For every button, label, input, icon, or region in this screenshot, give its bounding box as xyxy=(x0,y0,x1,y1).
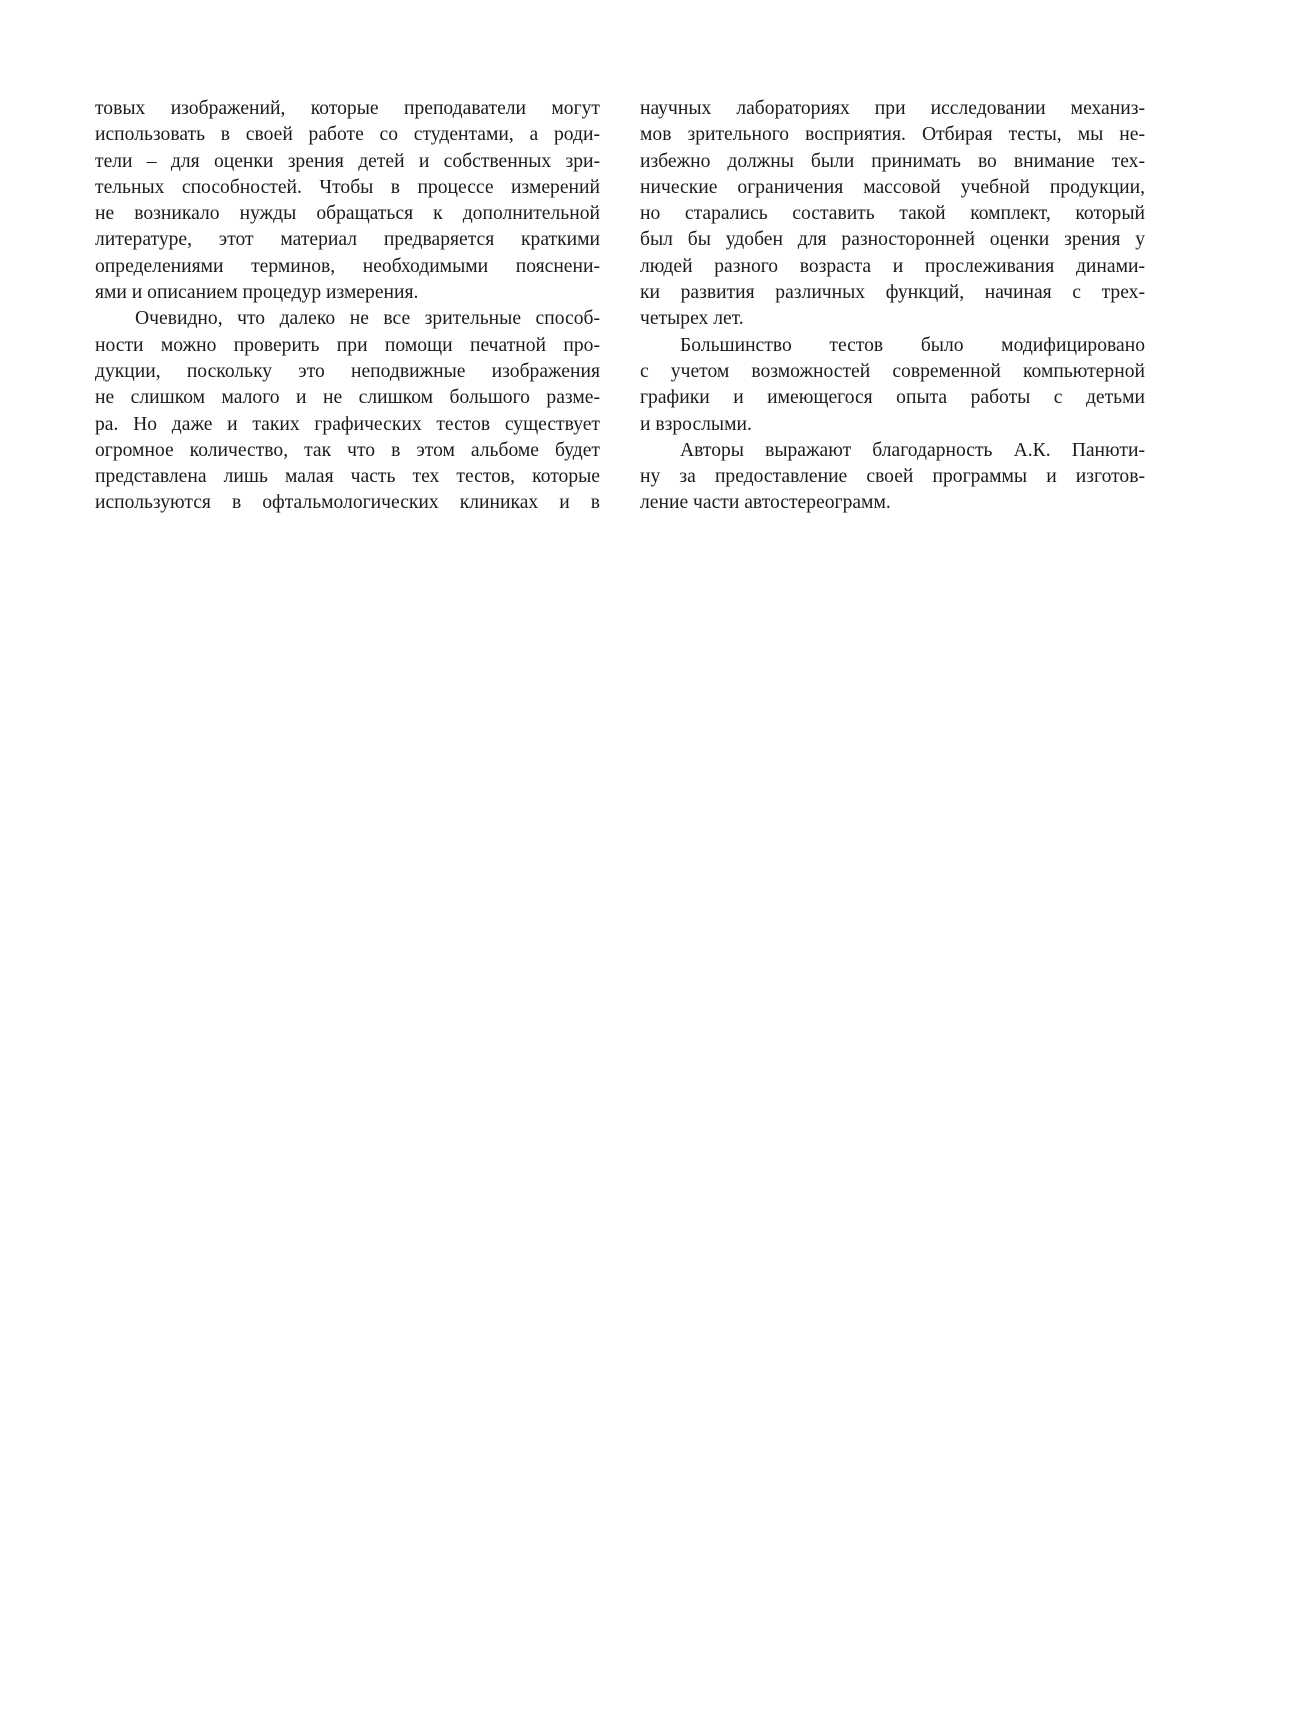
text-line: избежно должны были принимать во внимание тех- xyxy=(640,150,1145,172)
text-line: мов зрительного восприятия. Отбирая тесты, мы не- xyxy=(640,124,1145,146)
text-line: огромное количество, так что в этом альбоме будет xyxy=(95,439,600,461)
text-line: товых изображений, которые преподаватели могут xyxy=(95,98,600,119)
text-line: ление части автостереограмм. xyxy=(640,492,891,514)
text-line: не возникало нужды обращаться к дополнительной xyxy=(95,203,600,225)
text-line: ями и описанием процедур измерения. xyxy=(95,282,419,304)
text-line: не слишком малого и не слишком большого разме- xyxy=(95,387,600,409)
text-line: и взрослыми. xyxy=(640,413,752,435)
text-line: Очевидно, что далеко не все зрительные способ- xyxy=(135,308,600,330)
text-line: но старались составить такой комплект, который xyxy=(640,203,1145,225)
paragraph xyxy=(95,306,600,516)
text-line: людей разного возраста и прослеживания динами- xyxy=(640,255,1145,277)
text-line: используются в офтальмологических клиниках и в xyxy=(95,492,600,514)
paragraph xyxy=(95,96,600,306)
text-line: нические ограничения массовой учебной продукции, xyxy=(640,176,1145,198)
left-column xyxy=(95,96,600,517)
text-line: Авторы выражают благодарность А.К. Панюти- xyxy=(680,439,1145,461)
text-line: был бы удобен для разносторонней оценки зрения у xyxy=(640,229,1145,251)
text-line: представлена лишь малая часть тех тестов, которые xyxy=(95,466,600,488)
text-line: Большинство тестов было модифицировано xyxy=(680,334,1145,356)
right-column xyxy=(640,96,1145,517)
text-line: тели – для оценки зрения детей и собственных зри- xyxy=(95,150,600,172)
text-line: литературе, этот материал предваряется краткими xyxy=(95,229,600,251)
text-line: определениями терминов, необходимыми пояснени- xyxy=(95,255,600,277)
text-line: с учетом возможностей современной компьютерной xyxy=(640,360,1145,382)
text-line: четырех лет. xyxy=(640,308,744,330)
text-line: ну за предоставление своей программы и изготов- xyxy=(640,466,1145,488)
paragraph xyxy=(640,438,1145,517)
text-line: использовать в своей работе со студентами, а роди- xyxy=(95,124,600,146)
paragraph xyxy=(640,96,1145,333)
text-line: дукции, поскольку это неподвижные изображения xyxy=(95,360,600,382)
text-line: научных лабораториях при исследовании механиз- xyxy=(640,98,1145,119)
text-line: ра. Но даже и таких графических тестов существует xyxy=(95,413,600,435)
text-line: графики и имеющегося опыта работы с детьми xyxy=(640,387,1145,409)
text-line: ности можно проверить при помощи печатной про- xyxy=(95,334,600,356)
paragraph xyxy=(640,333,1145,438)
text-line: тельных способностей. Чтобы в процессе измерений xyxy=(95,176,600,198)
text-line: ки развития различных функций, начиная с трех- xyxy=(640,282,1145,304)
